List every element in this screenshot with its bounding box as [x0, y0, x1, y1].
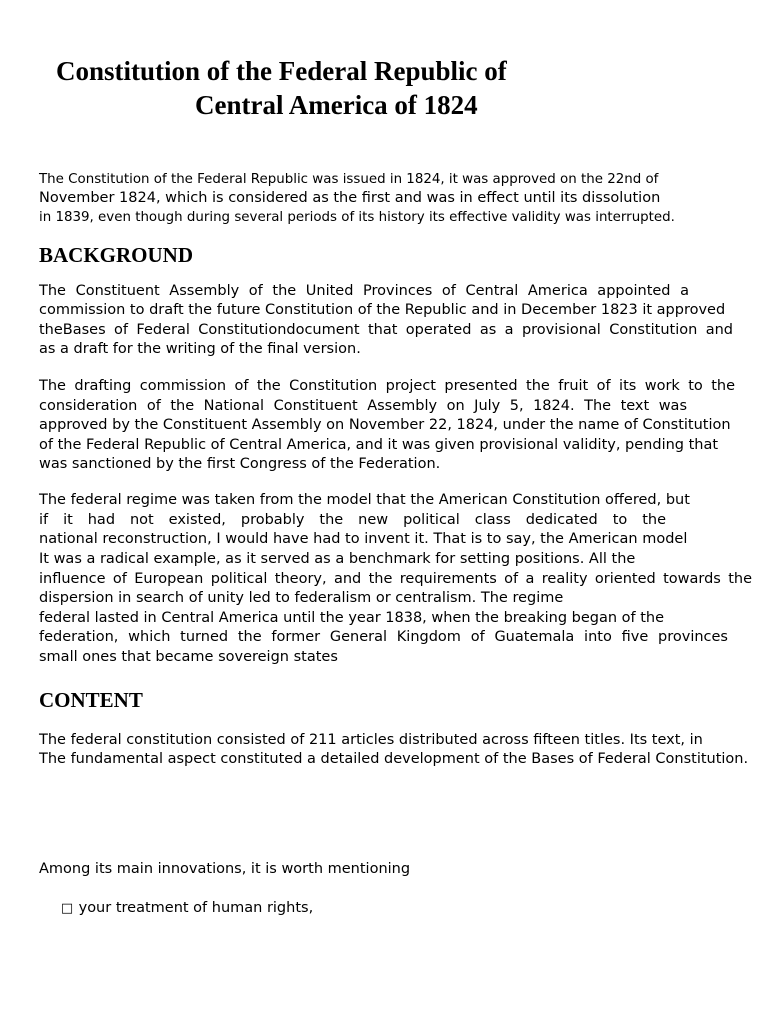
paragraph-line: national reconstruction, I would have had to invent it. That is to say, the American model — [39, 531, 688, 547]
bullet-item — [60, 899, 313, 918]
paragraph-line: Among its main innovations, it is worth mentioning — [39, 861, 411, 877]
paragraph-line: federation, which turned the former General Kingdom of Guatemala into five provinces — [39, 629, 728, 645]
document-title-line-2: Central America of 1824 — [195, 90, 478, 120]
paragraph-line: It was a radical example, as it served as a benchmark for setting positions. All the — [39, 551, 636, 567]
paragraph-line: commission to draft the future Constitution of the Republic and in December 1823 it approved — [39, 302, 726, 318]
intro-line: in 1839, even though during several periods of its history its effective validity was interrupted. — [39, 210, 675, 225]
bullet-text: your treatment of human rights, — [78, 900, 314, 916]
section-heading-background: BACKGROUND — [39, 243, 194, 267]
document-title-line-1: Constitution of the Federal Republic of — [56, 56, 507, 86]
paragraph-line: was sanctioned by the first Congress of the Federation. — [39, 456, 441, 472]
section-heading-content: CONTENT — [39, 688, 143, 712]
paragraph-line: dispersion in search of unity led to federalism or centralism. The regime — [39, 590, 564, 606]
paragraph-line: approved by the Constituent Assembly on November 22, 1824, under the name of Constitution — [39, 417, 731, 433]
paragraph-line: The drafting commission of the Constitution project presented the fruit of its work to the — [39, 378, 735, 394]
paragraph-line: The federal constitution consisted of 211 articles distributed across fifteen titles. Its text, in — [39, 732, 703, 748]
paragraph-line: theBases of Federal Constitutiondocument that operated as a provisional Constitution and — [39, 322, 733, 338]
paragraph-line: The fundamental aspect constituted a detailed development of the Bases of Federal Constitution. — [39, 751, 749, 767]
paragraph-line: influence of European political theory, and the requirements of a reality oriented towards the — [39, 571, 752, 587]
paragraph-line: The Constituent Assembly of the United Provinces of Central America appointed a — [39, 283, 689, 299]
paragraph-line: if it had not existed, probably the new political class dedicated to the — [39, 512, 666, 528]
paragraph-line: The federal regime was taken from the model that the American Constitution offered, but — [39, 492, 690, 508]
intro-line: The Constitution of the Federal Republic was issued in 1824, it was approved on the 22nd of — [39, 172, 659, 187]
paragraph-line: small ones that became sovereign states — [39, 649, 338, 665]
bullet-glyph-icon: □ — [60, 901, 74, 916]
intro-line: November 1824, which is considered as the first and was in effect until its dissolution — [39, 190, 661, 206]
paragraph-line: as a draft for the writing of the final version. — [39, 341, 361, 357]
paragraph-line: of the Federal Republic of Central America, and it was given provisional validity, pending that — [39, 437, 719, 453]
paragraph-line: federal lasted in Central America until the year 1838, when the breaking began of the — [39, 610, 665, 626]
paragraph-line: consideration of the National Constituent Assembly on July 5, 1824. The text was — [39, 398, 687, 414]
